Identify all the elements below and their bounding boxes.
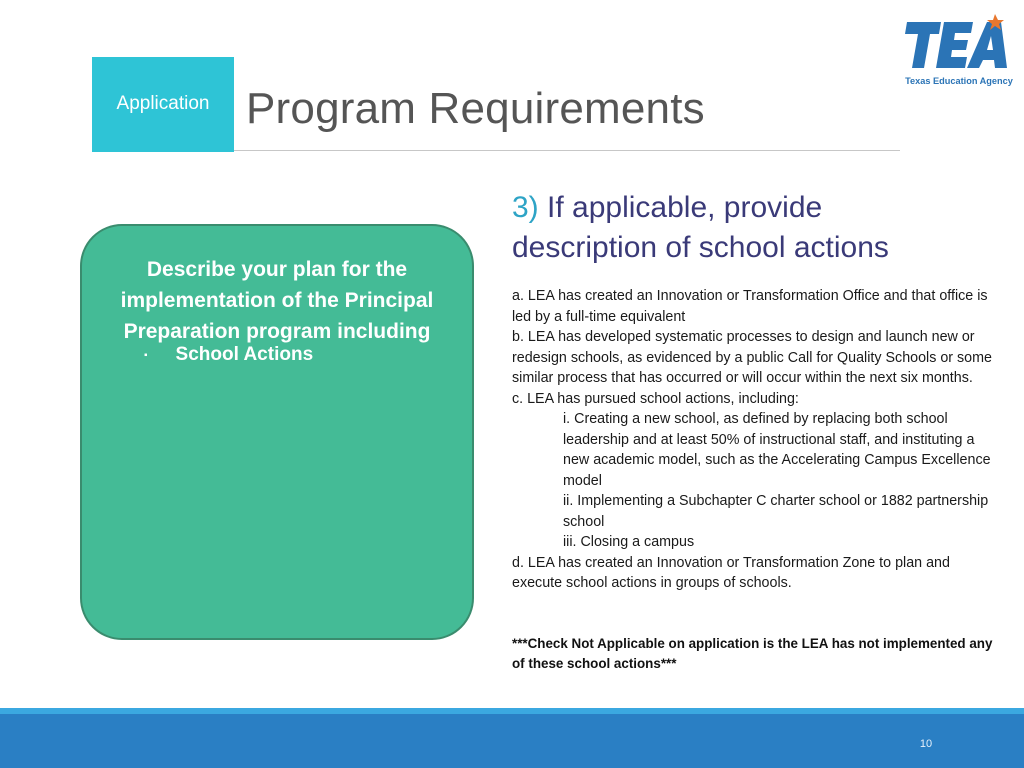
square-bullet-icon: ▪ xyxy=(144,349,148,361)
tea-logo xyxy=(903,12,1015,92)
criteria-item: iii. Closing a campus xyxy=(563,534,695,550)
criteria-item: c. LEA has pursued school actions, including: xyxy=(512,390,799,407)
requirement-heading-text: If applicable, provide description of school actions xyxy=(512,191,889,264)
not-applicable-note: ***Check Not Applicable on application is the LEA has not implemented any of these school actions*** xyxy=(512,636,993,671)
plan-bullet-label: School Actions xyxy=(175,344,314,365)
criteria-list xyxy=(512,286,1002,594)
criteria-item: b. LEA has developed systematic processes to design and launch new or redesign schools, as evidenced by a public Call for Quality Schools or some similar process that has occurred or will occur within the next six months. xyxy=(512,329,992,386)
criteria-item: i. Creating a new school, as defined by replacing both school leadership and at least 50% of instructional staff, and instituting a new academic model, such as the Accelerating Campus Excellence model xyxy=(563,411,991,489)
plan-bullet-item xyxy=(144,344,313,366)
footer-bar xyxy=(0,714,1024,768)
title-divider xyxy=(234,150,900,151)
page-number: 10 xyxy=(919,738,933,750)
tea-logo-tagline: Texas Education Agency xyxy=(905,76,1013,86)
criteria-item: d. LEA has created an Innovation or Transformation Zone to plan and execute school actions in groups of schools. xyxy=(512,554,950,591)
section-tag-label: Application xyxy=(116,92,210,114)
tea-logo-mark xyxy=(905,14,1007,68)
page-title: Program Requirements xyxy=(246,84,705,133)
criteria-item: a. LEA has created an Innovation or Transformation Office and that office is led by a full-time equivalent xyxy=(512,288,988,325)
plan-description-box xyxy=(80,224,474,640)
requirement-heading xyxy=(512,188,952,268)
criteria-item: ii. Implementing a Subchapter C charter school or 1882 partnership school xyxy=(563,493,989,530)
section-tag xyxy=(92,57,234,152)
requirement-number: 3) xyxy=(512,191,539,224)
plan-prompt: Describe your plan for the implementation of the Principal Preparation program including xyxy=(120,258,434,343)
